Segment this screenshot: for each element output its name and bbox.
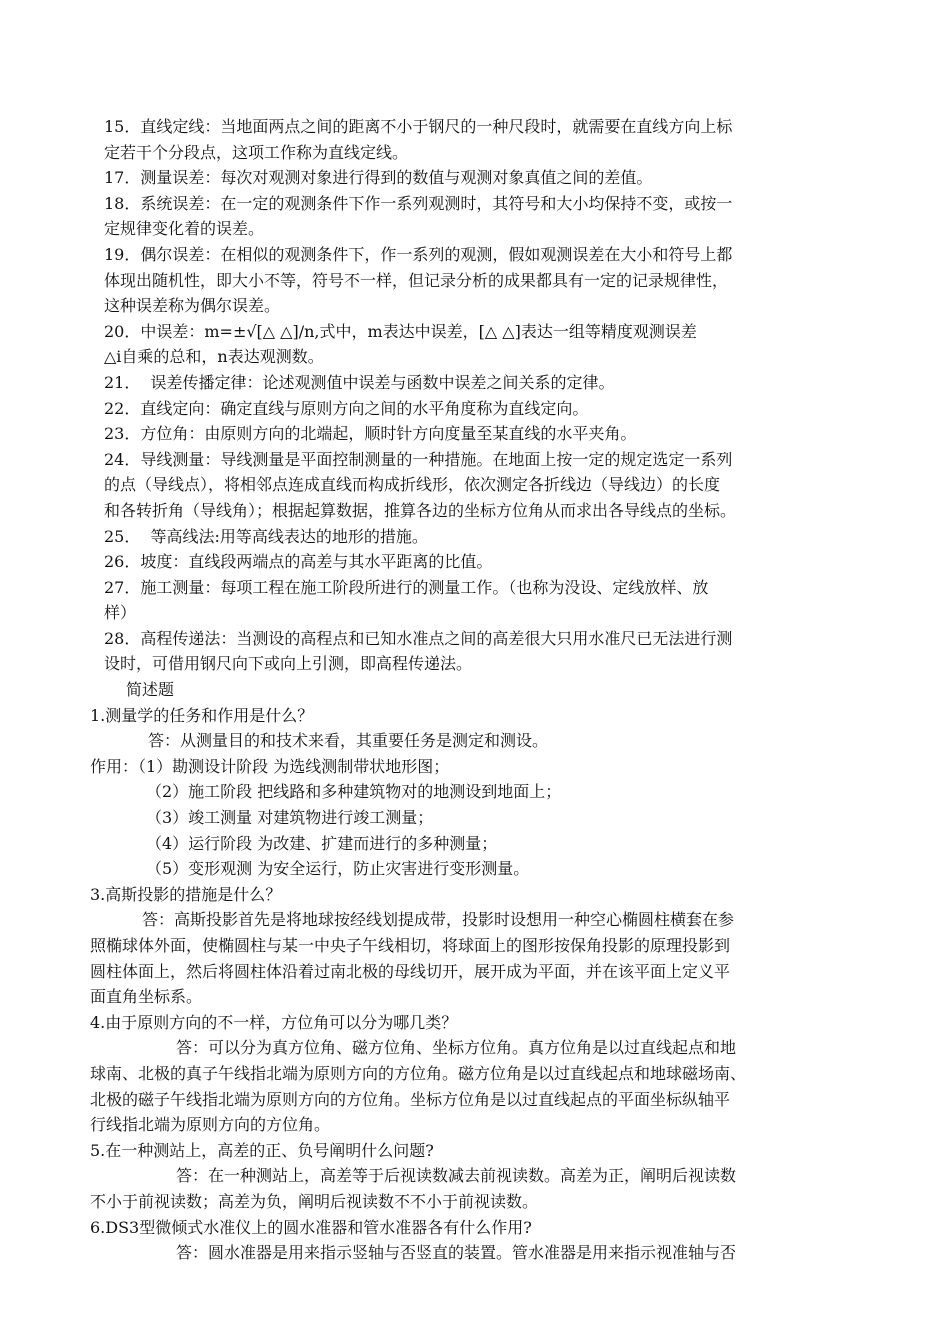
text-line: （4）运行阶段 为改建、扩建而进行的多种测量； <box>146 833 498 853</box>
text-line: （3）竣工测量 对建筑物进行竣工测量； <box>146 808 434 828</box>
text-line: 作用：（1）勘测设计阶段 为选线测制带状地形图； <box>90 756 450 776</box>
text-line: 行线指北端为原则方向的方位角。 <box>90 1115 331 1135</box>
document-body <box>90 114 860 1266</box>
text-line: 15．直线定线：当地面两点之间的距离不小于钢尺的一种尺段时，就需要在直线方向上标 <box>104 117 733 136</box>
text-line: 和各转折角（导线角）；根据起算数据，推算各边的坐标方位角从而求出各导线点的坐标。 <box>104 500 737 520</box>
text-line: 设时，可借用钢尺向下或向上引测，即高程传递法。 <box>104 654 473 674</box>
text-line: 5.在一种测站上，高差的正、负号阐明什么问题? <box>90 1140 434 1160</box>
text-line: 的点（导线点），将相邻点连成直线而构成折线形，依次测定各折线边（导线边）的长度 <box>104 475 721 495</box>
text-line: 答：可以分为真方位角、磁方位角、坐标方位角。真方位角是以过直线起点和地 <box>176 1038 737 1058</box>
text-line: 4.由于原则方向的不一样，方位角可以分为哪几类？ <box>90 1012 458 1032</box>
text-line: 这种误差称为偶尔误差。 <box>104 296 281 316</box>
text-line: 定规律变化着的误差。 <box>104 219 265 239</box>
text-line: （5）变形观测 为安全运行，防止灾害进行变形测量。 <box>146 859 530 879</box>
text-line: 体现出随机性，即大小不等，符号不一样，但记录分析的成果都具有一定的记录规律性， <box>104 270 729 290</box>
text-line: 面直角坐标系。 <box>90 987 203 1007</box>
text-line: 样） <box>104 603 137 623</box>
text-line: 27．施工测量：每项工程在施工阶段所进行的测量工作。（也称为没设、定线放样、放 <box>104 577 709 597</box>
text-line: 照椭球体外面，使椭圆柱与某一中央子午线相切，将球面上的图形按保角投影的原理投影到 <box>90 936 731 955</box>
text-line: 17．测量误差：每次对观测对象进行得到的数值与观测对象真值之间的差值。 <box>104 168 653 188</box>
text-line: 3.高斯投影的措施是什么？ <box>90 884 282 904</box>
text-line: （2）施工阶段 把线路和多种建筑物对的地测设到地面上； <box>146 782 562 802</box>
text-line: 定若干个分段点，这项工作称为直线定线。 <box>104 142 409 162</box>
text-line: 1.测量学的任务和作用是什么？ <box>90 705 314 725</box>
text-line: 24．导线测量：导线测量是平面控制测量的一种措施。在地面上按一定的规定选定一系列 <box>104 449 733 469</box>
text-line: 20．中误差：m=±√[△ △]/n,式中，m表达中误差，[△ △]表达一组等精度观测误差 <box>104 321 697 341</box>
text-line: 答：高斯投影首先是将地球按经线划提成带，投影时设想用一种空心椭圆柱横套在参 <box>142 910 735 930</box>
text-line: 23．方位角：由原则方向的北端起，顺时针方向度量至某直线的水平夹角。 <box>104 424 637 444</box>
text-line: 22．直线定向：确定直线与原则方向之间的水平角度称为直线定向。 <box>104 398 589 418</box>
text-line: 21． 误差传播定律：论述观测值中误差与函数中误差之间关系的定律。 <box>104 372 615 392</box>
text-line: 18．系统误差：在一定的观测条件下作一系列观测时，其符号和大小均保持不变，或按一 <box>104 193 733 213</box>
text-line: 不小于前视读数；高差为负，阐明后视读数不不小于前视读数。 <box>90 1191 539 1211</box>
text-line: 简述题 <box>126 680 175 700</box>
text-line: 答：在一种测站上，高差等于后视读数减去前视读数。高差为正，阐明后视读数 <box>176 1166 737 1186</box>
text-line: 答：从测量目的和技术来看，其重要任务是测定和测设。 <box>148 731 549 751</box>
text-line: 28．高程传递法：当测设的高程点和已知水准点之间的高差很大只用水准尺已无法进行测 <box>104 628 733 648</box>
text-line: △i自乘的总和，n表达观测数。 <box>104 347 324 367</box>
text-line: 圆柱体面上，然后将圆柱体沿着过南北极的母线切开，展开成为平面，并在该平面上定义平 <box>90 961 731 981</box>
text-line: 答：圆水准器是用来指示竖轴与否竖直的装置。管水准器是用来指示视准轴与否 <box>176 1243 737 1263</box>
text-line: 6.DS3型微倾式水准仪上的圆水准器和管水准器各有什么作用? <box>90 1217 532 1237</box>
text-line: 北极的磁子午线指北端为原则方向的方位角。坐标方位角是以过直线起点的平面坐标纵轴平 <box>90 1089 731 1109</box>
text-line: 25． 等高线法:用等高线表达的地形的措施。 <box>104 526 428 546</box>
text-line: 26．坡度：直线段两端点的高差与其水平距离的比值。 <box>104 552 493 572</box>
text-line: 球南、北极的真子午线指北端为原则方向的方位角。磁方位角是以过直线起点和地球磁场南、 <box>90 1063 747 1083</box>
text-line: 19．偶尔误差：在相似的观测条件下，作一系列的观测，假如观测误差在大小和符号上都 <box>104 244 733 264</box>
